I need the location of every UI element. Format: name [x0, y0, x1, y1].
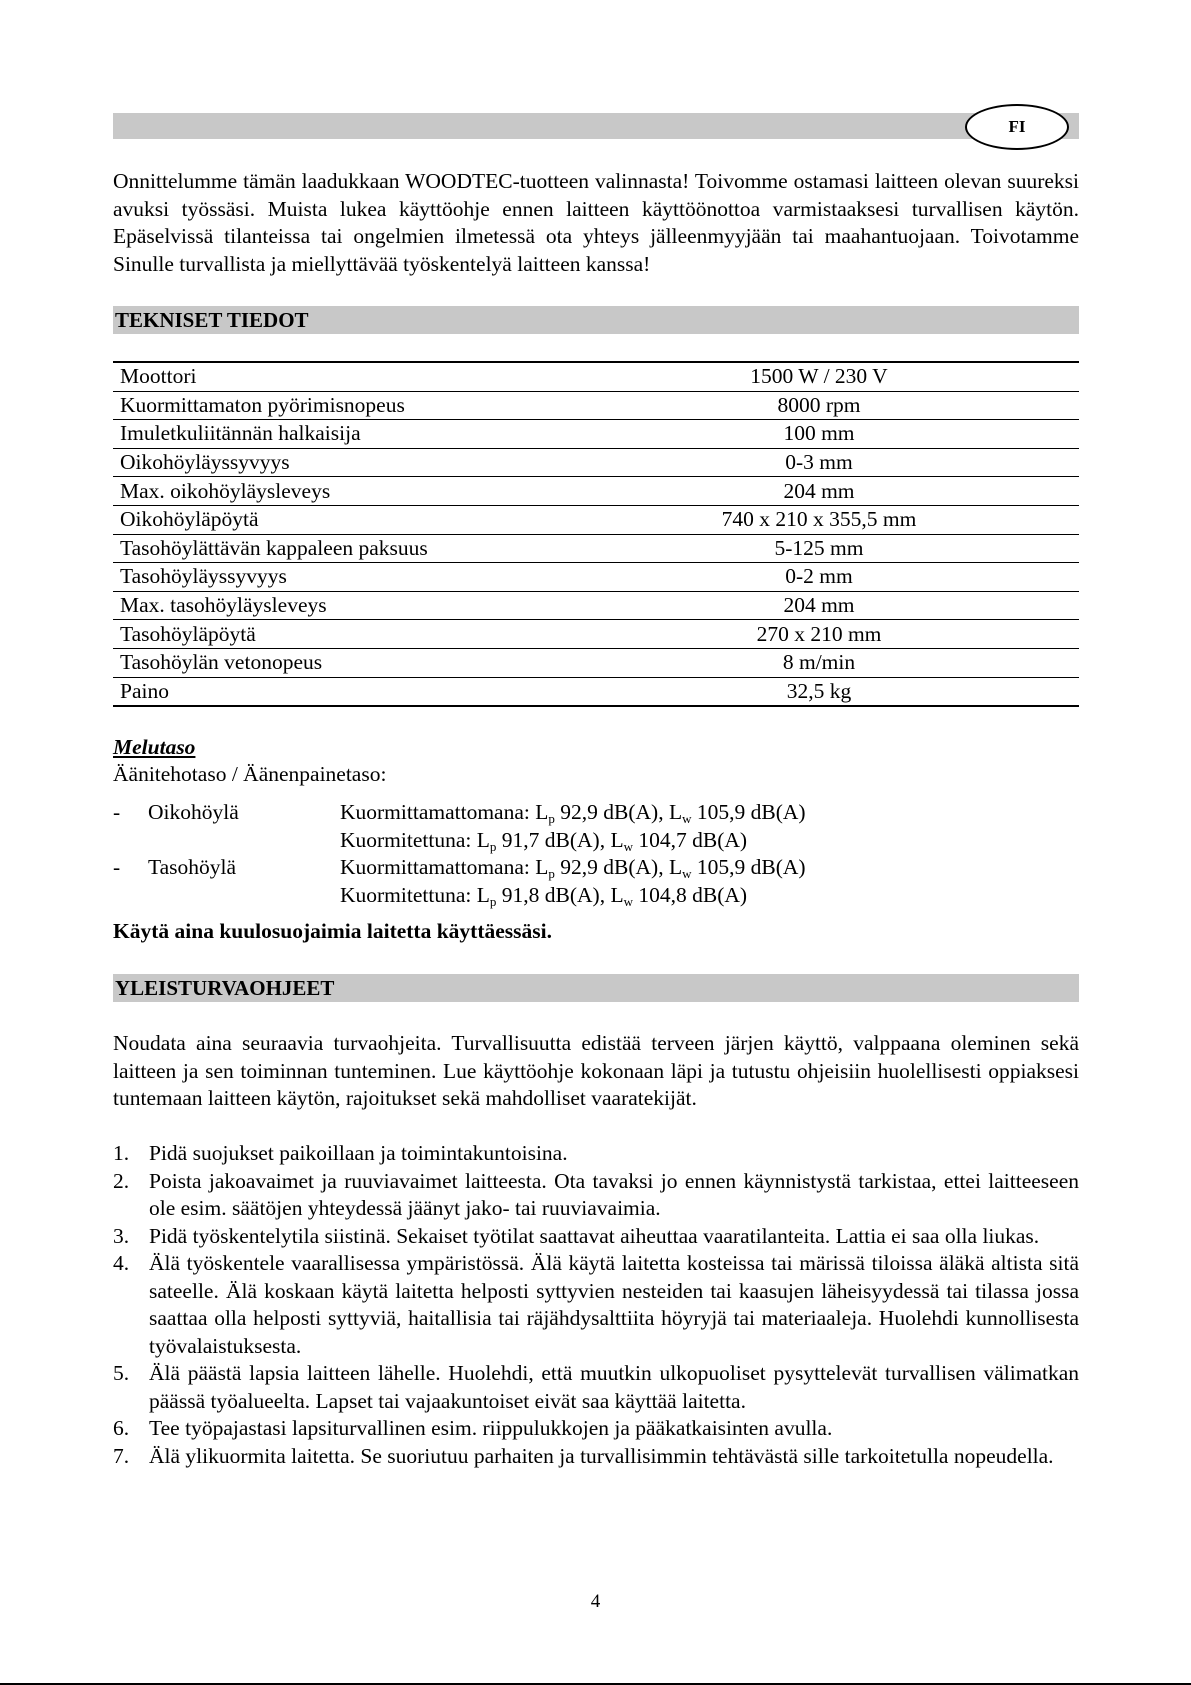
noise-values: Kuormitettuna: $L_p$ 91,7 dB(A), $L_w$ 104,7 dB(A): [340, 828, 748, 854]
table-row: [113, 648, 1079, 677]
spec-label: Tasohöyläpöytä: [113, 620, 559, 649]
safety-heading: YLEISTURVAOHJEET: [113, 974, 1079, 1002]
spec-label: Tasohöylättävän kappaleen paksuus: [113, 534, 559, 563]
noise-row: [113, 800, 1079, 828]
list-item: 1. Pidä suojukset paikoillaan ja toimintakuntoisina.: [113, 1141, 568, 1165]
spec-value: 8000 rpm: [559, 391, 1079, 420]
table-row: [113, 505, 1079, 534]
list-item: 2. Poista jakoavaimet ja ruuviavaimet laitteesta. Ota tavaksi jo ennen käynnistystä tarkistaa, ettei laitteeseen ole esim. säätöjen yhteydessä jäänyt jako- tai ruuviavaimia.: [113, 1168, 1079, 1220]
spec-value: 0-3 mm: [559, 448, 1079, 477]
table-row: [113, 391, 1079, 420]
spec-label: Kuormittamaton pyörimisnopeus: [113, 391, 559, 420]
noise-heading: Melutaso: [113, 735, 196, 759]
list-item: 4. Älä työskentele vaarallisessa ympäristössä. Älä käytä laitetta kosteissa tai märissä tiloissa äläkä altista sitä sateelle. Älä koskaan käytä laitetta helposti syttyvien nesteiden tai kaasujen läheisyydessä tai tilassa jossa saattaa olla helposti syttyviä, haitallisia tai räjähdysalttiita höyryjä tai materiaaleja. Huolehdi kunnollisesta työvalaistuksesta.: [113, 1251, 1079, 1358]
table-row: [113, 448, 1079, 477]
spec-value: 1500 W / 230 V: [559, 362, 1079, 391]
list-dash: -: [113, 800, 121, 824]
spec-value: 8 m/min: [559, 648, 1079, 677]
list-item: 5. Älä päästä lapsia laitteen lähelle. Huolehdi, että muutkin ulkopuoliset pysyttelevät turvallisen välimatkan päässä työalueelta. Lapset tai vajaakuntoiset eivät saa käyttää laitetta.: [113, 1361, 1079, 1413]
spec-label: Paino: [113, 677, 559, 706]
list-item: 7. Älä ylikuormita laitetta. Se suoriutuu parhaiten ja turvallisimmin tehtävästä sille tarkoitetulla nopeudella.: [113, 1443, 1054, 1468]
spec-label: Max. oikohöyläysleveys: [113, 477, 559, 506]
table-row: [113, 591, 1079, 620]
header-bar: [113, 113, 1079, 139]
table-row: [113, 677, 1079, 706]
spec-value: 100 mm: [559, 420, 1079, 449]
specs-heading: TEKNISET TIEDOT: [113, 306, 1079, 334]
spec-label: Tasohöyläyssyvyys: [113, 563, 559, 592]
noise-tool: Tasohöylä: [148, 855, 237, 879]
spec-label: Max. tasohöyläysleveys: [113, 591, 559, 620]
spec-label: Imuletkuliitännän halkaisija: [113, 420, 559, 449]
safety-intro: Noudata aina seuraavia turvaohjeita. Turvallisuutta edistää terveen järjen käyttö, valppaana oleminen sekä laitteen ja sen toiminnan tunteminen. Lue käyttöohje kokonaan läpi ja tutustu ohjeisiin huolellisesti oppiaksesi tuntemaan laitteen käytön, rajoitukset sekä mahdolliset vaaratekijät.: [113, 1031, 1079, 1110]
list-dash: -: [113, 855, 121, 879]
spec-label: Oikohöyläpöytä: [113, 505, 559, 534]
spec-value: 5-125 mm: [559, 534, 1079, 563]
noise-row: [113, 855, 1079, 883]
spec-value: 204 mm: [559, 477, 1079, 506]
noise-values: Kuormitettuna: $L_p$ 91,8 dB(A), $L_w$ 104,8 dB(A): [340, 883, 748, 909]
spec-label: Tasohöylän vetonopeus: [113, 648, 559, 677]
spec-value: 270 x 210 mm: [559, 620, 1079, 649]
spec-label: Moottori: [113, 362, 559, 391]
hearing-protection-warning: Käytä aina kuulosuojaimia laitetta käyttäessäsi.: [113, 919, 552, 943]
table-row: [113, 362, 1079, 391]
spec-value: 32,5 kg: [559, 677, 1079, 706]
table-row: [113, 620, 1079, 649]
noise-values: Kuormittamattomana: $L_p$ 92,9 dB(A), $L_w$ 105,9 dB(A): [340, 855, 806, 881]
spec-value: 204 mm: [559, 591, 1079, 620]
language-badge: FI: [965, 104, 1069, 150]
list-item: 3. Pidä työskentelytila siistinä. Sekaiset työtilat saattavat aiheuttaa vaaratilanteita. Lattia ei saa olla liukas.: [113, 1223, 1040, 1248]
table-row: [113, 420, 1079, 449]
table-row: [113, 563, 1079, 592]
spec-value: 0-2 mm: [559, 563, 1079, 592]
noise-values: Kuormittamattomana: $L_p$ 92,9 dB(A), $L_w$ 105,9 dB(A): [340, 800, 806, 826]
intro-paragraph: Onnittelumme tämän laadukkaan WOODTEC-tuotteen valinnasta! Toivomme ostamasi laitteen olevan suureksi avuksi työssäsi. Muista lukea käyttöohje ennen laitteen käyttöönottoa varmistaaksesi turvallisen käytön. Epäselvissä tilanteissa tai ongelmien ilmetessä ota yhteys jälleenmyyjään tai maahantuojaan. Toivotamme Sinulle turvallista ja miellyttävää työskentelyä laitteen kanssa!: [113, 169, 1079, 276]
spec-label: Oikohöyläyssyvyys: [113, 448, 559, 477]
noise-subheading: Äänitehotaso / Äänenpainetaso:: [113, 762, 387, 786]
page-number: 4: [590, 1591, 601, 1612]
list-item: 6. Tee työpajastasi lapsiturvallinen esim. riippulukkojen ja pääkatkaisinten avulla.: [113, 1416, 833, 1440]
table-row: [113, 534, 1079, 563]
safety-rules-list: [113, 1140, 1079, 1470]
noise-tool: Oikohöylä: [148, 800, 239, 824]
spec-value: 740 x 210 x 355,5 mm: [559, 505, 1079, 534]
noise-row: [113, 828, 1079, 856]
noise-row: [113, 883, 1079, 911]
specs-table: [113, 361, 1079, 707]
table-row: [113, 477, 1079, 506]
